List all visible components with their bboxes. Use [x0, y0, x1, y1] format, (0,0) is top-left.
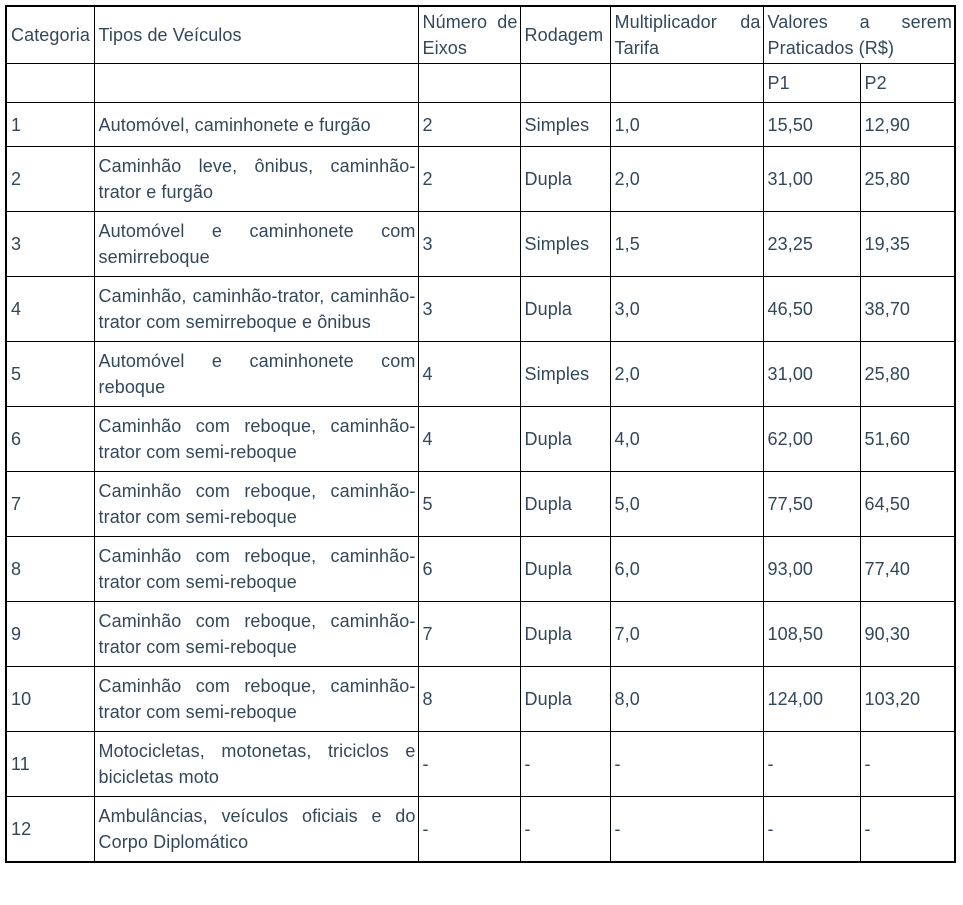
cell-categoria: 11: [6, 732, 94, 797]
cell-categoria: 5: [6, 342, 94, 407]
table-row: [6, 472, 955, 537]
cell-tipos: Caminhão com reboque, caminhão-trator com semi-reboque: [94, 602, 418, 667]
cell-p2: 38,70: [860, 277, 955, 342]
cell-rodagem: Dupla: [520, 472, 610, 537]
table-row: [6, 732, 955, 797]
col-header-p2: P2: [860, 64, 955, 103]
cell-multiplicador: 4,0: [610, 407, 763, 472]
cell-rodagem: Dupla: [520, 407, 610, 472]
cell-tipos: Caminhão com reboque, caminhão-trator com semi-reboque: [94, 472, 418, 537]
cell-categoria: 10: [6, 667, 94, 732]
cell-rodagem: Dupla: [520, 667, 610, 732]
col-header-valores-praticados: Valores a serem Praticados (R$): [763, 6, 955, 64]
cell-p2: 25,80: [860, 342, 955, 407]
cell-p2: 51,60: [860, 407, 955, 472]
col-header-tipos-de-veiculos: Tipos de Veículos: [94, 6, 418, 64]
cell-rodagem: Dupla: [520, 602, 610, 667]
cell-p1: -: [763, 732, 860, 797]
cell-categoria: 8: [6, 537, 94, 602]
empty-header-cell: [610, 64, 763, 103]
cell-p1: 31,00: [763, 342, 860, 407]
cell-rodagem: Dupla: [520, 147, 610, 212]
cell-p1: 46,50: [763, 277, 860, 342]
cell-tipos: Caminhão com reboque, caminhão-trator com semi-reboque: [94, 537, 418, 602]
cell-multiplicador: 7,0: [610, 602, 763, 667]
empty-header-cell: [418, 64, 520, 103]
cell-multiplicador: 1,5: [610, 212, 763, 277]
table-row: [6, 797, 955, 863]
table-row: [6, 103, 955, 147]
table-row: [6, 667, 955, 732]
table-body: [6, 103, 955, 863]
tariff-table: [5, 5, 956, 863]
cell-p1: 124,00: [763, 667, 860, 732]
cell-multiplicador: 6,0: [610, 537, 763, 602]
cell-rodagem: Simples: [520, 103, 610, 147]
cell-p2: 103,20: [860, 667, 955, 732]
cell-eixos: 7: [418, 602, 520, 667]
cell-tipos: Caminhão leve, ônibus, caminhão-trator e furgão: [94, 147, 418, 212]
cell-p2: 12,90: [860, 103, 955, 147]
cell-tipos: Automóvel, caminhonete e furgão: [94, 103, 418, 147]
cell-eixos: 3: [418, 277, 520, 342]
col-header-rodagem: Rodagem: [520, 6, 610, 64]
cell-p1: 93,00: [763, 537, 860, 602]
cell-categoria: 9: [6, 602, 94, 667]
empty-header-cell: [94, 64, 418, 103]
table-row: [6, 537, 955, 602]
cell-p2: 19,35: [860, 212, 955, 277]
cell-p1: -: [763, 797, 860, 863]
cell-p2: -: [860, 732, 955, 797]
col-header-numero-de-eixos: Número de Eixos: [418, 6, 520, 64]
cell-eixos: -: [418, 732, 520, 797]
cell-tipos: Automóvel e caminhonete com semirreboque: [94, 212, 418, 277]
cell-tipos: Caminhão com reboque, caminhão-trator com semi-reboque: [94, 667, 418, 732]
cell-eixos: 3: [418, 212, 520, 277]
cell-rodagem: -: [520, 732, 610, 797]
cell-categoria: 1: [6, 103, 94, 147]
cell-multiplicador: -: [610, 732, 763, 797]
cell-multiplicador: 8,0: [610, 667, 763, 732]
cell-p1: 15,50: [763, 103, 860, 147]
cell-rodagem: Dupla: [520, 537, 610, 602]
cell-eixos: 4: [418, 342, 520, 407]
table-row: [6, 342, 955, 407]
cell-tipos: Ambulâncias, veículos oficiais e do Corpo Diplomático: [94, 797, 418, 863]
cell-p1: 77,50: [763, 472, 860, 537]
cell-p2: 90,30: [860, 602, 955, 667]
cell-p2: 25,80: [860, 147, 955, 212]
cell-p1: 23,25: [763, 212, 860, 277]
cell-categoria: 7: [6, 472, 94, 537]
cell-eixos: -: [418, 797, 520, 863]
cell-eixos: 4: [418, 407, 520, 472]
cell-p1: 62,00: [763, 407, 860, 472]
cell-rodagem: Dupla: [520, 277, 610, 342]
cell-eixos: 5: [418, 472, 520, 537]
cell-tipos: Caminhão com reboque, caminhão-trator com semi-reboque: [94, 407, 418, 472]
cell-multiplicador: 5,0: [610, 472, 763, 537]
cell-tipos: Automóvel e caminhonete com reboque: [94, 342, 418, 407]
col-header-p1: P1: [763, 64, 860, 103]
cell-p2: 77,40: [860, 537, 955, 602]
cell-p1: 108,50: [763, 602, 860, 667]
header-row-1: [6, 6, 955, 64]
cell-rodagem: Simples: [520, 342, 610, 407]
cell-eixos: 8: [418, 667, 520, 732]
table-row: [6, 407, 955, 472]
cell-multiplicador: 3,0: [610, 277, 763, 342]
empty-header-cell: [6, 64, 94, 103]
cell-rodagem: -: [520, 797, 610, 863]
table-row: [6, 212, 955, 277]
cell-eixos: 6: [418, 537, 520, 602]
empty-header-cell: [520, 64, 610, 103]
cell-p2: 64,50: [860, 472, 955, 537]
cell-eixos: 2: [418, 147, 520, 212]
cell-categoria: 3: [6, 212, 94, 277]
table-row: [6, 602, 955, 667]
cell-multiplicador: 2,0: [610, 147, 763, 212]
cell-multiplicador: -: [610, 797, 763, 863]
cell-p2: -: [860, 797, 955, 863]
cell-categoria: 12: [6, 797, 94, 863]
cell-tipos: Caminhão, caminhão-trator, caminhão-trator com semirreboque e ônibus: [94, 277, 418, 342]
col-header-multiplicador-da-tarifa: Multiplicador da Tarifa: [610, 6, 763, 64]
table-header: [6, 6, 955, 103]
cell-multiplicador: 1,0: [610, 103, 763, 147]
header-row-2: [6, 64, 955, 103]
col-header-categoria: Categoria: [6, 6, 94, 64]
cell-rodagem: Simples: [520, 212, 610, 277]
cell-categoria: 6: [6, 407, 94, 472]
cell-multiplicador: 2,0: [610, 342, 763, 407]
cell-tipos: Motocicletas, motonetas, triciclos e bicicletas moto: [94, 732, 418, 797]
cell-eixos: 2: [418, 103, 520, 147]
cell-categoria: 2: [6, 147, 94, 212]
cell-categoria: 4: [6, 277, 94, 342]
table-row: [6, 147, 955, 212]
cell-p1: 31,00: [763, 147, 860, 212]
table-row: [6, 277, 955, 342]
